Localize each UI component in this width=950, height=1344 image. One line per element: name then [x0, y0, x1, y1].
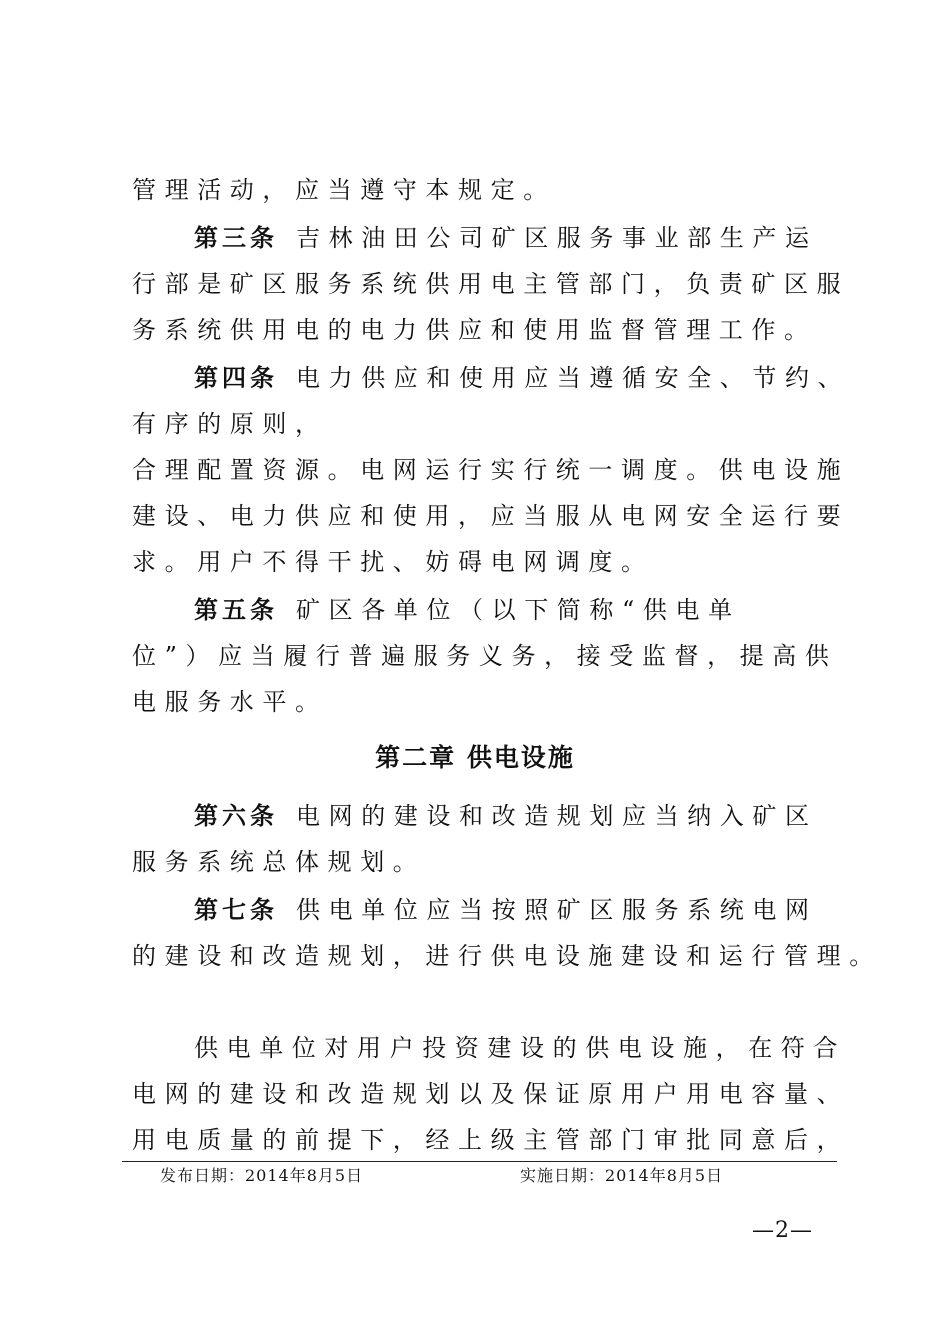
article-3-text: 吉林油田公司矿区服务事业部生产运 [296, 224, 818, 252]
article-6-label: 第六条 [194, 802, 278, 830]
body-line: 管理活动，应当遵守本规定。 [132, 176, 556, 204]
publish-date: 发布日期：2014年8月5日 [160, 1166, 364, 1185]
article-3-line [194, 222, 818, 254]
effective-date: 实施日期：2014年8月5日 [520, 1166, 724, 1185]
article-6-line [194, 800, 818, 832]
body-line: 行部是矿区服务系统供用电主管部门，负责矿区服 [132, 270, 850, 298]
article-5-label: 第五条 [194, 596, 278, 624]
body-line: 服务系统总体规划。 [132, 848, 426, 876]
page-number: —2— [752, 1218, 813, 1243]
footer-divider [122, 1161, 837, 1162]
article-7-line [194, 894, 818, 926]
body-line: 有序的原则， [132, 410, 328, 438]
body-line: 电网的建设和改造规划以及保证原用户用电容量、 [132, 1080, 850, 1108]
article-6-text: 电网的建设和改造规划应当纳入矿区 [296, 802, 818, 830]
body-line: 务系统供用电的电力供应和使用监督管理工作。 [132, 316, 817, 344]
article-5-line [194, 594, 741, 626]
paragraph-line: 供电单位对用户投资建设的供电设施，在符合 [194, 1034, 846, 1062]
article-5-text: 矿区各单位（以下简称“供电单 [296, 596, 741, 624]
article-4-line [194, 362, 850, 394]
body-line: 建设、电力供应和使用，应当服从电网安全运行要 [132, 502, 850, 530]
article-4-text: 电力供应和使用应当遵循安全、节约、 [296, 364, 851, 392]
article-7-text: 供电单位应当按照矿区服务系统电网 [296, 896, 818, 924]
body-line: 电服务水平。 [132, 688, 328, 716]
body-line: 求。用户不得干扰、妨碍电网调度。 [132, 548, 654, 576]
body-line: 位”）应当履行普遍服务义务，接受监督，提高供 [132, 642, 838, 670]
chapter-title: 第二章 供电设施 [375, 743, 575, 772]
article-3-label: 第三条 [194, 224, 278, 252]
article-4-label: 第四条 [194, 364, 278, 392]
body-line: 合理配置资源。电网运行实行统一调度。供电设施 [132, 456, 850, 484]
article-7-label: 第七条 [194, 896, 278, 924]
body-line: 用电质量的前提下，经上级主管部门审批同意后， [132, 1126, 850, 1154]
body-line: 的建设和改造规划，进行供电设施建设和运行管理。 [132, 942, 882, 970]
